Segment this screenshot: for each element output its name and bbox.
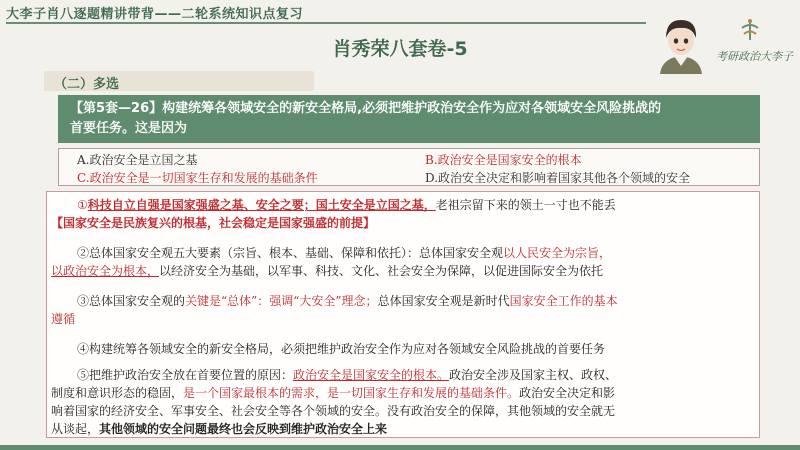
slide-title: 肖秀荣八套卷-5 (332, 38, 468, 60)
avatar (650, 12, 712, 74)
brand-text: 考研政治大李子 (716, 50, 793, 63)
point-3-highlight-1: 关键是“总体”：强调“大安全”理念； (185, 294, 378, 308)
section-label: （二）多选 (54, 77, 120, 92)
analysis-point-3-line-2: 遵循 (51, 312, 76, 326)
question-box (58, 95, 760, 143)
point-1-tail: 老祖宗留下来的领土一寸也不能丢 (435, 198, 616, 212)
question-line-1: 【第5套—26】构建统筹各领域安全的新安全格局,必须把维护政治安全作为应对各领域安全风险挑战的 (70, 101, 662, 116)
analysis-point-5-line-4 (47, 420, 761, 437)
point-3-highlight-2: 国家安全工作的基本 (509, 294, 618, 308)
point-5-text-2: 政治安全涉及国家主权、政权、 (449, 368, 618, 382)
point-2-text: ②总体国家安全观五大要素（宗旨、根本、基础、保障和依托）：总体国家安全观 (77, 246, 504, 260)
option-a: A.政治安全是立国之基 (77, 153, 198, 167)
analysis-point-5-line-3: 响着国家的经济安全、军事安全、社会安全等各个领域的安全。没有政治安全的保障，其他领域的安全就无 (51, 404, 616, 418)
footer-bar (0, 445, 800, 450)
point-2-highlight-2: 以政治安全为根本， (51, 264, 160, 278)
point-2-highlight-1: 以人民安全为宗旨， (503, 246, 612, 260)
analysis-point-4: ④构建统筹各领域安全的新安全格局，必须把维护政治安全作为应对各领域安全风险挑战的首要任务 (77, 342, 606, 356)
point-2-rest: 以经济安全为基础，以军事、科技、文化、社会安全为保障，以促进国际安全为依托 (159, 264, 604, 278)
point-5-highlight-1: 政治安全是国家安全的根本。 (293, 368, 450, 382)
point-5-line-2-start: 制度和意识形态的稳固， (51, 386, 184, 400)
analysis-point-5-line-2 (47, 384, 761, 401)
section-tab (44, 71, 314, 91)
option-d: D.政治安全决定和影响着国家其他各个领域的安全 (425, 171, 691, 185)
analysis-point-5-line-1 (47, 366, 761, 383)
brand-mark-icon (738, 18, 762, 42)
question-line-2: 首要任务。这是因为 (70, 121, 188, 136)
point-3-text: ③总体国家安全观的 (77, 294, 186, 308)
analysis-box (46, 191, 760, 438)
analysis-point-2-line-2 (47, 262, 761, 279)
series-title: 大李子肖八逐题精讲带背——二轮系统知识点复习 (6, 7, 304, 22)
analysis-point-1b: 【国家安全是民族复兴的根基，社会稳定是国家强盛的前提】 (51, 216, 376, 230)
brand-logo (716, 18, 793, 70)
point-5-line-4-start: 从谈起， (51, 422, 100, 436)
option-c: C.政治安全是一切国家生存和发展的基础条件 (77, 171, 318, 185)
brand-area (650, 12, 795, 76)
point-3-text-2: 总体国家安全观是新时代 (377, 294, 510, 308)
analysis-point-3-line-1 (47, 292, 761, 309)
point-1-number: ① (77, 198, 88, 212)
analysis-point-1 (47, 196, 761, 213)
options-box (58, 148, 760, 186)
analysis-point-2-line-1 (47, 244, 761, 261)
point-5-text: ⑤把维护政治安全放在首要位置的原因： (77, 368, 294, 382)
point-5-highlight-2: 是一个国家最根本的需求，是一切国家生存和发展的基础条件。 (183, 386, 520, 400)
point-5-line-4-end: 其他领域的安全问题最终也会反映到维护政治安全上来 (99, 422, 388, 436)
point-1-highlight: 科技自立自强是国家强盛之基、安全之要；国土安全是立国之基， (87, 198, 436, 212)
point-5-line-2-end: 政治安全决定和影 (519, 386, 616, 400)
option-b: B.政治安全是国家安全的根本 (425, 153, 582, 167)
header-divider (6, 22, 646, 24)
